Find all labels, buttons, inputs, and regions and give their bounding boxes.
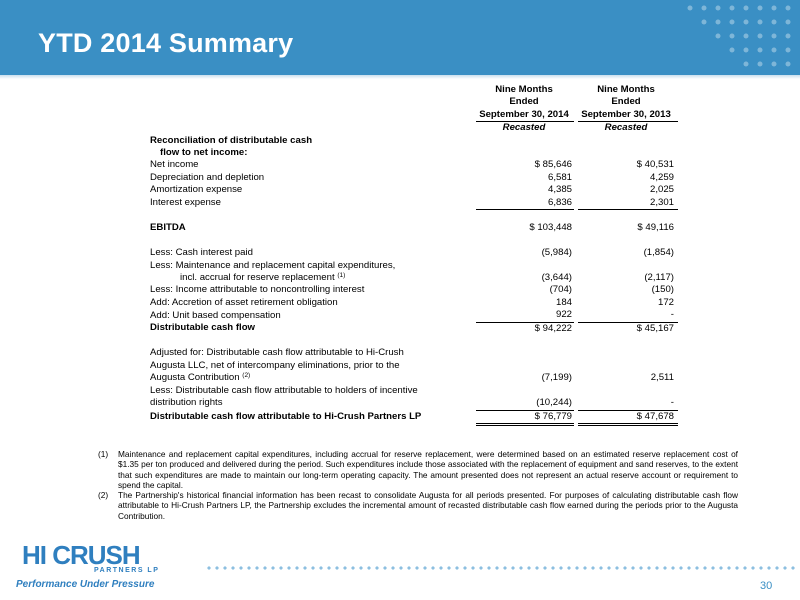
row-value-2013: 2,511	[650, 372, 674, 384]
table-row	[150, 397, 678, 410]
logo-tagline: Performance Under Pressure	[16, 579, 155, 590]
row-value-2013: $ 47,678	[578, 410, 678, 424]
footnotes	[98, 449, 738, 521]
col2-recasted: Recasted	[604, 122, 648, 134]
row-label: Depreciation and depletion	[150, 171, 265, 183]
logo-wordmark: HI CRUSH	[22, 540, 140, 570]
row-label: Distributable cash flow attributable to Hi-Crush Partners LP	[150, 411, 422, 423]
footnote-text: Maintenance and replacement capital expenditures, including accrual for reserve replacement, were determined based on an estimated reserve replacement cost of $1.35 per ton produced and delivered during the period. Such expenditures include those associated with the replacement of equipment and sand reserves, to the extent that such expenditures are made to maintain our long-term operating capacity. The amount presented does not represent an actual reserve account or requirement to spend the capital.	[118, 449, 738, 490]
recon-title-cont: flow to net income:	[160, 147, 248, 159]
row-label: Add: Accretion of asset retirement obligation	[150, 296, 338, 308]
footer-dot-line	[205, 565, 795, 571]
column-header-row	[150, 84, 678, 96]
table-row	[150, 410, 678, 424]
col1-recasted: Recasted	[502, 122, 546, 134]
col2-header-line2: Ended	[611, 96, 641, 108]
page-number: 30	[760, 580, 773, 592]
row-value-2014: 6,836	[476, 197, 574, 210]
row-label: Less: Cash interest paid	[150, 247, 253, 259]
row-label: Amortization expense	[150, 184, 243, 196]
table-row	[150, 222, 678, 234]
col1-header-line1: Nine Months	[495, 84, 553, 95]
page-title: YTD 2014 Summary	[38, 28, 294, 58]
recasted-row	[150, 122, 678, 135]
footnote-number: (1)	[98, 449, 109, 459]
row-value-2014: (10,244)	[476, 397, 574, 410]
row-value-2014: 4,385	[547, 184, 572, 196]
row-label: Add: Unit based compensation	[150, 309, 281, 321]
table-row	[150, 309, 678, 322]
row-value-2013: $ 45,167	[636, 322, 674, 334]
table-row	[150, 247, 678, 259]
row-value-2014: (5,984)	[541, 247, 572, 259]
table-row	[150, 159, 678, 171]
row-value-2014: $ 103,448	[529, 222, 572, 234]
row-value-2013: (150)	[651, 284, 674, 296]
row-label: Interest expense	[150, 196, 221, 208]
table-row	[150, 147, 678, 159]
row-value-2014: (704)	[549, 284, 572, 296]
row-label: Distributable cash flow	[150, 322, 256, 334]
row-value-2013: -	[578, 397, 678, 410]
row-value-2013: (2,117)	[644, 272, 674, 284]
row-label: Less: Distributable cash flow attributable to holders of incentive	[150, 384, 418, 396]
footnote	[98, 449, 738, 490]
col2-header-line1: Nine Months	[597, 84, 655, 95]
decorative-dot-grid	[680, 0, 800, 75]
financial-table	[150, 84, 678, 426]
header-shadow	[0, 75, 800, 79]
row-value-2014: (7,199)	[541, 372, 572, 384]
header-bar	[0, 0, 800, 75]
table-row	[150, 135, 678, 147]
table-row	[150, 260, 678, 272]
row-label: Less: Maintenance and replacement capital expenditures,	[150, 259, 396, 271]
row-label: Less: Income attributable to noncontrolling interest	[150, 284, 365, 296]
row-value-2014: (3,644)	[541, 272, 572, 284]
row-value-2014: $ 94,222	[534, 322, 572, 334]
table-row	[150, 372, 678, 384]
table-row	[150, 272, 678, 284]
table-row	[150, 297, 678, 309]
row-label: Adjusted for: Distributable cash flow attributable to Hi-Crush	[150, 347, 404, 359]
row-value-2013: -	[578, 309, 678, 322]
table-row	[150, 360, 678, 372]
row-label: Net income	[150, 159, 199, 171]
row-value-2013: 172	[657, 296, 674, 308]
row-value-2014: 6,581	[547, 171, 572, 183]
row-value-2013: (1,854)	[643, 247, 674, 259]
footnote-ref: (2)	[242, 372, 251, 380]
footnote-text: The Partnership's historical financial information has been recast to consolidate Augusta for all periods presented. For purposes of calculating distributable cash flow attributable to Hi-Crush Partners LP, the Partnership excludes the incremental amount of recasted distributable cash flow earned during the periods prior to the Augusta Contribution.	[118, 490, 738, 521]
table-row	[150, 172, 678, 184]
logo-subtitle: PARTNERS LP	[94, 567, 160, 574]
table-row	[150, 347, 678, 359]
table-row	[150, 284, 678, 296]
row-label: Augusta LLC, net of intercompany eliminations, prior to the	[150, 359, 400, 371]
column-header-row	[150, 96, 678, 108]
row-label: distribution rights	[150, 397, 223, 409]
col1-header-line2: Ended	[509, 96, 539, 108]
row-value-2014: 922	[476, 309, 574, 322]
table-row	[150, 322, 678, 335]
recon-title: Reconciliation of distributable cash	[150, 134, 313, 146]
row-value-2014: 184	[555, 296, 572, 308]
row-label: Augusta Contribution $^{(2)}$	[150, 372, 251, 384]
row-value-2014: $ 76,779	[476, 410, 574, 424]
row-value-2013: $ 49,116	[637, 222, 674, 234]
column-header-row	[150, 109, 678, 122]
footnote	[98, 490, 738, 521]
row-label: incl. accrual for reserve replacement $^{(1)}$	[180, 272, 346, 284]
col2-header-line3: September 30, 2013	[578, 109, 678, 122]
footnote-ref: (1)	[337, 272, 346, 280]
row-value-2013: 2,301	[578, 197, 678, 210]
table-row	[150, 184, 678, 196]
row-value-2013: $ 40,531	[636, 159, 674, 171]
row-value-2014: $ 85,646	[534, 159, 572, 171]
table-row	[150, 197, 678, 210]
row-label: EBITDA	[150, 222, 186, 234]
footnote-number: (2)	[98, 490, 109, 501]
col1-header-line3: September 30, 2014	[476, 109, 574, 122]
table-row	[150, 385, 678, 397]
row-value-2013: 2,025	[649, 184, 674, 196]
hi-crush-logo	[14, 532, 164, 594]
row-value-2013: 4,259	[649, 171, 674, 183]
